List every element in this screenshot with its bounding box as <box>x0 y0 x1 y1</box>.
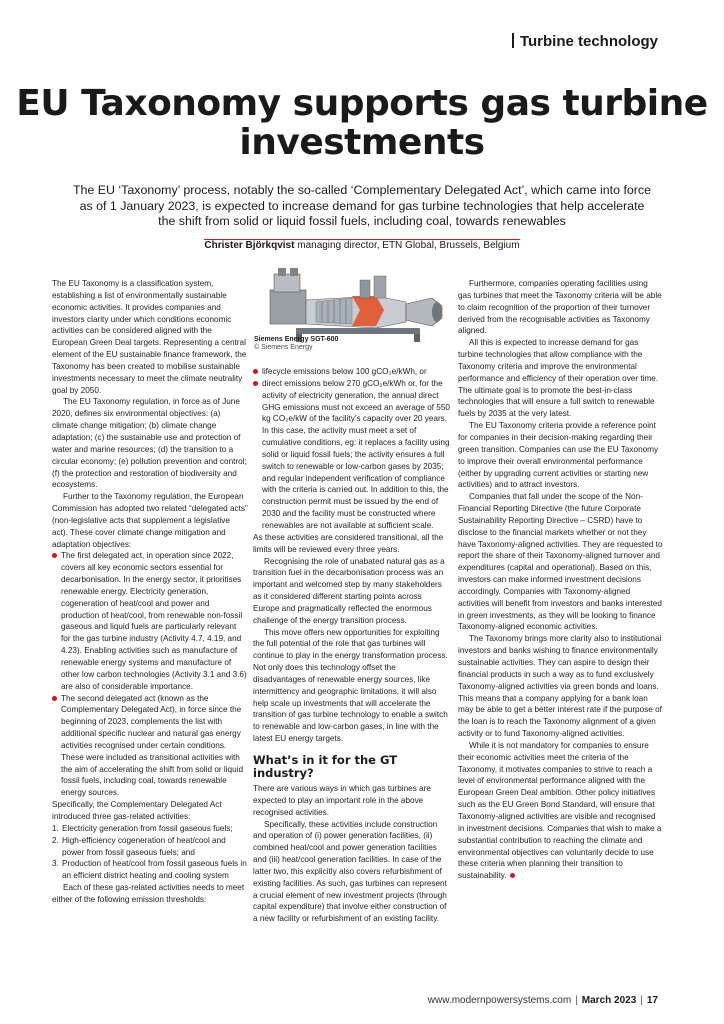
page-footer <box>428 995 658 1006</box>
figure-caption <box>254 336 444 352</box>
page-number: 17 <box>646 995 658 1006</box>
section-divider <box>512 33 514 48</box>
paragraph: The EU Taxonomy regulation, in force as of June 2020, defines six environmental objectives: (a) climate change mitigation; (b) climate change adaptation; (c) the sustainable use and protection of water and marine resources; (d) the transition to a circular economy; (e) pollution prevention and control; (f) the protection and restoration of biodiversity and ecosystems. <box>52 397 247 490</box>
bullet-item: The first delegated act, in operation since 2022, covers all key economic sectors essential for decarbonisation. In the energy sector, it prioritises renewable energy. Electricity generation, cogeneration of heat/cool and power and production of heat/cool, from renewable non-fossil gaseous and liquid fuels are particularly relevant for the gas turbine industry (Activity 4.7, 4.19, and 4.23). Enabling activities such as manufacture of renewable energy systems and manufacture of other low carbon technologies (Activity 3.1 and 3.6) are also of considerable importance. <box>52 550 248 692</box>
paragraph: The EU Taxonomy is a classification system, establishing a list of environmentally sustainable economic activities. It provides companies and investors clarity under which conditions economic activities can be considered aligned with the European Green Deal targets. Representing a central element of the EU sustainable finance framework, the Taxonomy has been created to mobilise sustainable investments necessary to meet the climate neutrality goal by 2050. <box>52 279 247 395</box>
numbered-item <box>52 835 248 859</box>
paragraph: The Taxonomy brings more clarity also to institutional investors and banks wishing to finance environmentally sustainable activities. They can aspire to design their financial products in such a way as to fund exclusively Taxonomy-aligned activities via green bonds and loans. This means that a company applying for a bank loan may be able to get a better interest rate if the purpose of the loan is to reach the Taxonomy alignment of a given activity or to fund Taxonomy-aligned activities. <box>458 634 662 739</box>
byline-role: managing director, ETN Global, Brussels, Belgium <box>297 240 520 251</box>
headline: EU Taxonomy supports gas turbine investments <box>16 83 708 163</box>
section-tag-label: Turbine technology <box>519 33 658 50</box>
item-number: 2. <box>52 835 59 845</box>
numbered-item <box>52 823 248 835</box>
paragraph-text: While it is not mandatory for companies to ensure their economic activities meet the criteria of the Taxonomy, it motivates companies to strive to reach a level of environmental performance aligned with the European Green Deal ambition. Other policy initiatives such as the EU Green Bond Standard, will ensure that Taxonomy-aligned activities are visible and recognised in investment decisions. Companies that wish to make a substantial contribution to reaching the climate and environmental objectives can voluntarily decide to use these criteria when planning their transition to sustainability. <box>458 740 662 881</box>
item-text: High-efficiency cogeneration of heat/cool and power from fossil gaseous fuels; and <box>62 835 226 857</box>
paragraph: Specifically, these activities include construction and operation of (i) power generation facilities, (ii) combined heat/cool and power generation facilities and (iii) heat/cool generation facilities. In case of the latter two, this explicitly also covers refurbishment of existing facilities. As such, gas turbines can represent a crucial element of new investment projects (through capital expenditure) that involve either construction of a new facility or refurbishment of an existing facility. <box>253 819 447 924</box>
item-number: 3. <box>52 859 59 869</box>
footer-website: www.modernpowersystems.com <box>427 995 572 1006</box>
subheading: What’s in it for the GT industry? <box>253 753 398 780</box>
column-1 <box>52 278 248 906</box>
footer-separator: | <box>575 995 578 1006</box>
column-2 <box>253 366 450 925</box>
standfirst: The EU ‘Taxonomy’ process, notably the so-called ‘Complementary Delegated Act’, which came into force as of 1 January 2023, is expected to increase demand for gas turbine technologies that help accelerate the shift from solid or liquid fossil fuels, including coal, towards renewables <box>72 183 652 228</box>
paragraph: Recognising the role of unabated natural gas as a transition fuel in the decarbonisation process was an important and welcomed step by many stakeholders as it considered different starting points across Europe and pragmatically reflected the enormous challenge of the energy transition process. <box>253 556 445 625</box>
caption-title: Siemens Energy SGT-600 <box>254 336 339 343</box>
section-tag <box>512 33 658 50</box>
paragraph-final <box>458 740 663 882</box>
byline-author: Christer Björkqvist <box>204 240 295 251</box>
paragraph: As these activities are considered transitional, all the limits will be reviewed every three years. <box>253 532 444 554</box>
bullet-item: lifecycle emissions below 100 gCO₂e/kWh, or <box>253 366 450 378</box>
bullet-item: The second delegated act (known as the Complementary Delegated Act), in force since the beginning of 2023, complements the list with additional specific nuclear and natural gas energy activities recognised under certain conditions. These were included as transitional activities with the aim of accelerating the shift from solid or liquid fossil fuels, including coal, towards renewable energy sources. <box>52 693 248 800</box>
bullet-list <box>253 366 450 532</box>
bullet-item: direct emissions below 270 gCO₂e/kWh or, for the activity of electricity generation, the annual direct GHG emissions must not exceed an average of 550 kg CO₂e/kW of the facility’s capacity over 20 years. In this case, the activity must meet a set of cumulative conditions, eg: it replaces a facility using solid or liquid fossil fuels; the activity ensures a full switch to renewable or low-carbon gases by 2035; and regular independent verification of compliance with the criteria is carried out. In addition to this, the construction permit must be issued by the end of 2030 and the facility must be constructed where renewables are not available at sufficient scale. <box>253 378 450 532</box>
paragraph: Further to the Taxonomy regulation, the European Commission has adopted two related “delegated acts” (non-legislative acts that supplement a legislative act). These cover climate change mitigation and adaptation objectives: <box>52 492 248 549</box>
gas-turbine-image <box>256 266 450 343</box>
numbered-item <box>52 858 248 882</box>
item-text: Production of heat/cool from fossil gaseous fuels in an efficient district heating and cooling system <box>62 859 247 881</box>
footer-date: March 2023 <box>581 995 637 1006</box>
paragraph: Each of these gas-related activities needs to meet either of the following emission thresholds: <box>52 883 245 904</box>
paragraph: The EU Taxonomy criteria provide a reference point for companies in their decision-making regarding their green transition. Companies can use the EU Taxonomy to improve their overall environmental performance (either by upgrading current activities or starting new activities) and to attract investors. <box>458 421 659 490</box>
paragraph: Companies that fall under the scope of the Non-Financial Reporting Directive (the future Corporate Sustainability Reporting Directive – CSRD) have to disclose to the financial markets whether or not they have Taxonomy-aligned activities. They are requested to report the share of their Taxonomy-aligned turnover and expenditures (capital and operational). Based on this, investors can make informed investment decisions accordingly. Companies with Taxonomy-aligned activities will benefit from investors and banks interested in green investments, as they will be looking to finance Taxonomy-aligned economic activities. <box>458 492 663 632</box>
column-3 <box>458 278 663 882</box>
numbered-list <box>52 823 248 882</box>
item-text: Electricity generation from fossil gaseous fuels; <box>62 823 233 833</box>
paragraph: This move offers new opportunities for exploiting the full potential of the role that gas turbines will continue to play in the energy transformation process. Not only does this technology offset the disadvantages of renewable energy sources, like intermittency and geographic limitations, it will also help scale up investments that will accelerate the transition of gas turbine technology to enable a switch to renewable and low-carbon gases, in line with the latest EU energy targets. <box>253 627 448 744</box>
caption-credit: © Siemens Energy <box>254 344 313 351</box>
bullet-list <box>52 550 248 799</box>
byline <box>0 240 724 251</box>
byline-rule <box>204 239 520 240</box>
footer-separator: | <box>640 995 643 1006</box>
paragraph: Furthermore, companies operating facilities using gas turbines that meet the Taxonomy criteria will be able to claim recognition of the proportion of their turnover derived from the recognisable activities as Taxonomy aligned. <box>458 279 662 336</box>
paragraph: There are various ways in which gas turbines are expected to play an important role in the above recognised activities. <box>253 784 431 817</box>
item-number: 1. <box>52 823 59 833</box>
end-of-article-icon <box>510 873 515 878</box>
paragraph: All this is expected to increase demand for gas turbine technologies that allow compliance with the Taxonomy criteria and improve the environmental performance and efficiency of their operation over time. The ultimate goal is to promote the best-in-class technologies that will ensure a full switch to renewable fuels by 2035 at the very latest. <box>458 338 659 419</box>
paragraph: Specifically, the Complementary Delegated Act introduced three gas-related activities: <box>52 800 222 821</box>
